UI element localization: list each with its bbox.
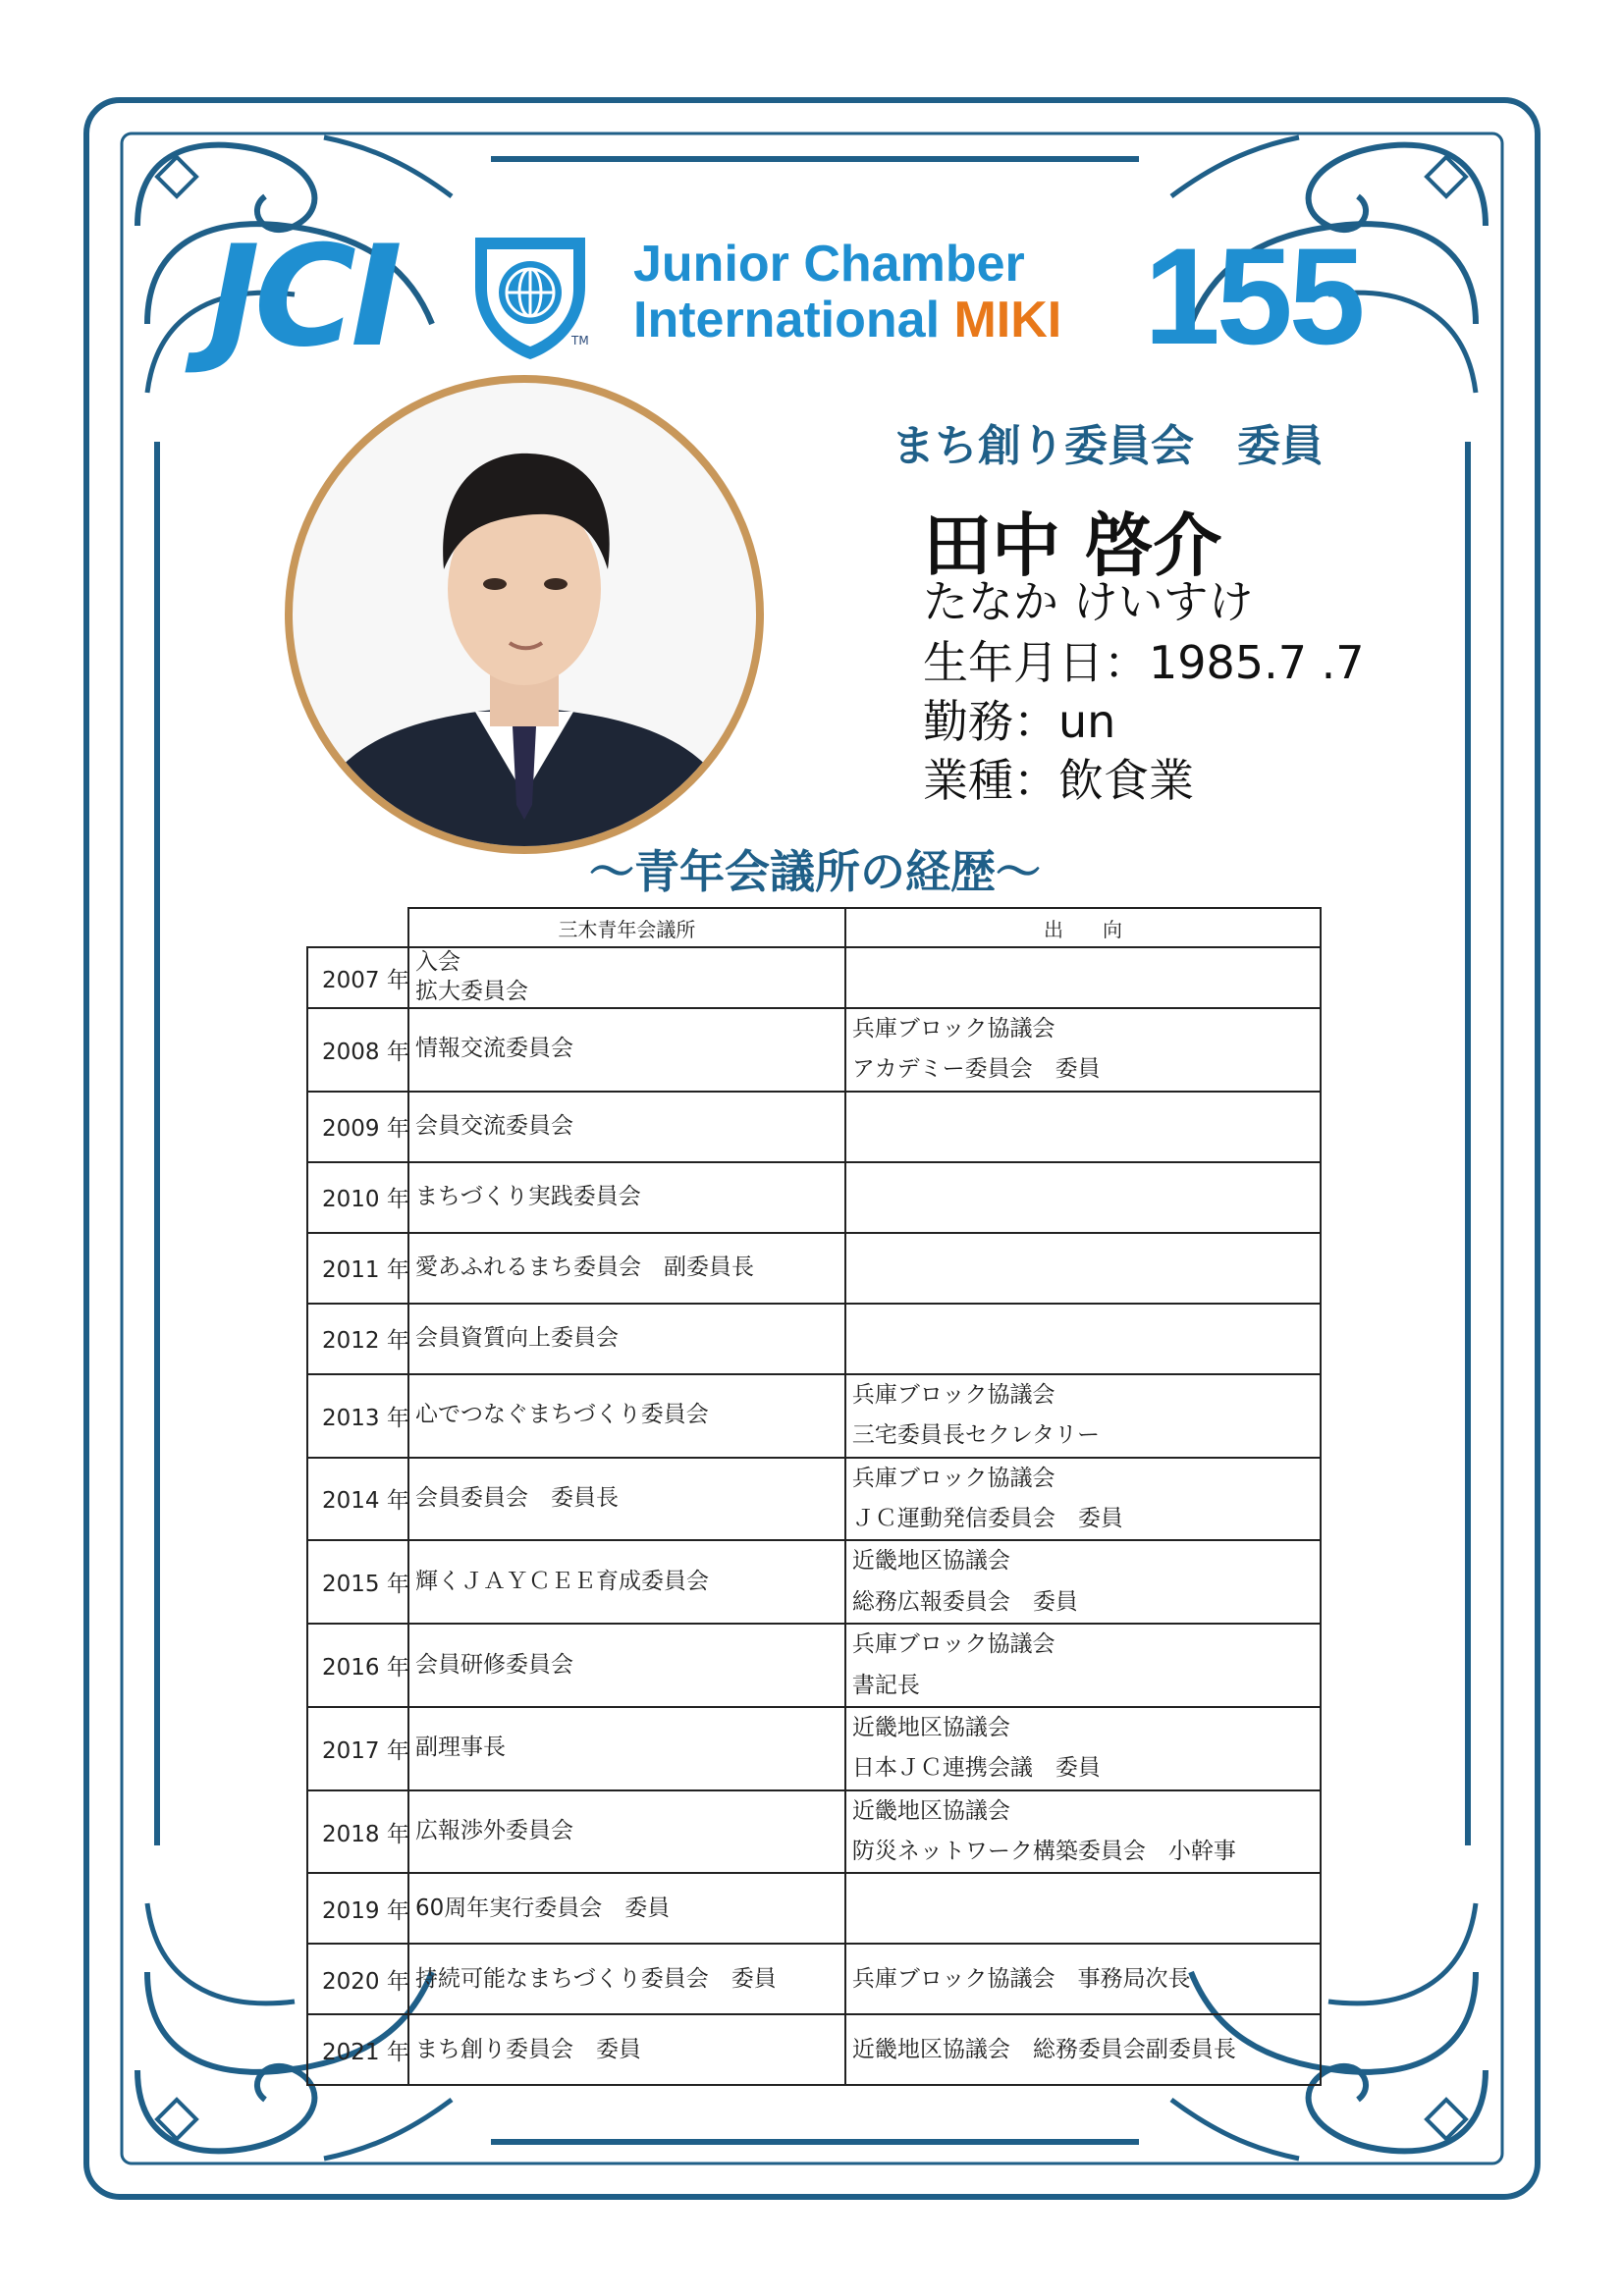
- brand-miki: MIKI: [953, 292, 1062, 348]
- year-cell: 2017 年: [307, 1707, 408, 1790]
- table-row: [307, 1092, 1321, 1162]
- year-cell: 2020 年: [307, 1944, 408, 2014]
- table-row: [307, 1944, 1321, 2014]
- anniversary-number: 155: [1144, 219, 1362, 373]
- secondment-cell: [845, 947, 1321, 1008]
- jc-role-cell: 会員資質向上委員会: [408, 1304, 845, 1374]
- jc-role-cell: 会員研修委員会: [408, 1624, 845, 1707]
- secondment-cell: 兵庫ブロック協議会 アカデミー委員会 委員: [845, 1008, 1321, 1092]
- jc-role-cell: まちづくり実践委員会: [408, 1162, 845, 1233]
- header-blank: [307, 908, 408, 947]
- workplace: 勤務：un: [923, 695, 1116, 748]
- year-cell: 2018 年: [307, 1790, 408, 1874]
- secondment-cell: [845, 1304, 1321, 1374]
- history-table-body: [307, 947, 1321, 2085]
- profile-photo: [279, 373, 770, 856]
- secondment-cell: 近畿地区協議会 日本ＪＣ連携会議 委員: [845, 1707, 1321, 1790]
- year-cell: 2007 年: [307, 947, 408, 1008]
- history-section-title: 〜青年会議所の経歴〜: [589, 845, 1041, 898]
- table-row: [307, 1233, 1321, 1304]
- secondment-cell: 兵庫ブロック協議会 書記長: [845, 1624, 1321, 1707]
- secondment-cell: 兵庫ブロック協議会 ＪＣ運動発信委員会 委員: [845, 1458, 1321, 1541]
- jc-role-cell: 輝くＪＡＹＣＥＥ育成委員会: [408, 1540, 845, 1624]
- table-row: [307, 2014, 1321, 2085]
- table-row: [307, 1008, 1321, 1092]
- year-cell: 2012 年: [307, 1304, 408, 1374]
- secondment-cell: [845, 1092, 1321, 1162]
- jc-role-cell: 副理事長: [408, 1707, 845, 1790]
- history-table: [306, 907, 1322, 2086]
- jc-role-cell: まち創り委員会 委員: [408, 2014, 845, 2085]
- secondment-cell: 兵庫ブロック協議会 三宅委員長セクレタリー: [845, 1374, 1321, 1458]
- table-row: [307, 1162, 1321, 1233]
- table-row: [307, 1304, 1321, 1374]
- industry: 業種：飲食業: [923, 754, 1194, 807]
- jc-role-cell: 持続可能なまちづくり委員会 委員: [408, 1944, 845, 2014]
- table-row: [307, 947, 1321, 1008]
- trademark-mark: TM: [571, 334, 589, 347]
- jc-role-cell: 入会 拡大委員会: [408, 947, 845, 1008]
- table-row: [307, 1458, 1321, 1541]
- member-role: まち創り委員会 委員: [892, 421, 1324, 471]
- year-cell: 2021 年: [307, 2014, 408, 2085]
- jc-role-cell: 60周年実行委員会 委員: [408, 1873, 845, 1944]
- secondment-cell: 兵庫ブロック協議会 事務局次長: [845, 1944, 1321, 2014]
- secondment-cell: 近畿地区協議会 防災ネットワーク構築委員会 小幹事: [845, 1790, 1321, 1874]
- secondment-cell: [845, 1162, 1321, 1233]
- year-cell: 2011 年: [307, 1233, 408, 1304]
- year-cell: 2016 年: [307, 1624, 408, 1707]
- header-miki-jc: 三木青年会議所: [408, 908, 845, 947]
- member-name: 田中 啓介: [923, 506, 1222, 586]
- member-name-kana: たなか けいすけ: [923, 575, 1254, 628]
- jc-role-cell: 会員委員会 委員長: [408, 1458, 845, 1541]
- year-cell: 2019 年: [307, 1873, 408, 1944]
- secondment-cell: 近畿地区協議会 総務委員会副委員長: [845, 2014, 1321, 2085]
- brand-international: International: [633, 292, 941, 348]
- year-cell: 2010 年: [307, 1162, 408, 1233]
- year-cell: 2008 年: [307, 1008, 408, 1092]
- jci-logo-text: JCI: [208, 216, 397, 378]
- jc-role-cell: 広報渉外委員会: [408, 1790, 845, 1874]
- brand-name-line2: [633, 294, 1061, 346]
- year-cell: 2014 年: [307, 1458, 408, 1541]
- table-header-row: [307, 908, 1321, 947]
- jc-role-cell: 心でつなぐまちづくり委員会: [408, 1374, 845, 1458]
- birth-date: 生年月日：1985.7 .7: [923, 636, 1365, 689]
- table-row: [307, 1624, 1321, 1707]
- table-row: [307, 1873, 1321, 1944]
- year-cell: 2013 年: [307, 1374, 408, 1458]
- table-row: [307, 1790, 1321, 1874]
- jc-role-cell: 情報交流委員会: [408, 1008, 845, 1092]
- table-row: [307, 1540, 1321, 1624]
- brand-name-line1: Junior Chamber: [633, 236, 1025, 293]
- secondment-cell: [845, 1233, 1321, 1304]
- secondment-cell: 近畿地区協議会 総務広報委員会 委員: [845, 1540, 1321, 1624]
- table-row: [307, 1707, 1321, 1790]
- table-row: [307, 1374, 1321, 1458]
- header-secondment: 出 向: [845, 908, 1321, 947]
- jc-role-cell: 愛あふれるまち委員会 副委員長: [408, 1233, 845, 1304]
- secondment-cell: [845, 1873, 1321, 1944]
- year-cell: 2009 年: [307, 1092, 408, 1162]
- year-cell: 2015 年: [307, 1540, 408, 1624]
- jc-role-cell: 会員交流委員会: [408, 1092, 845, 1162]
